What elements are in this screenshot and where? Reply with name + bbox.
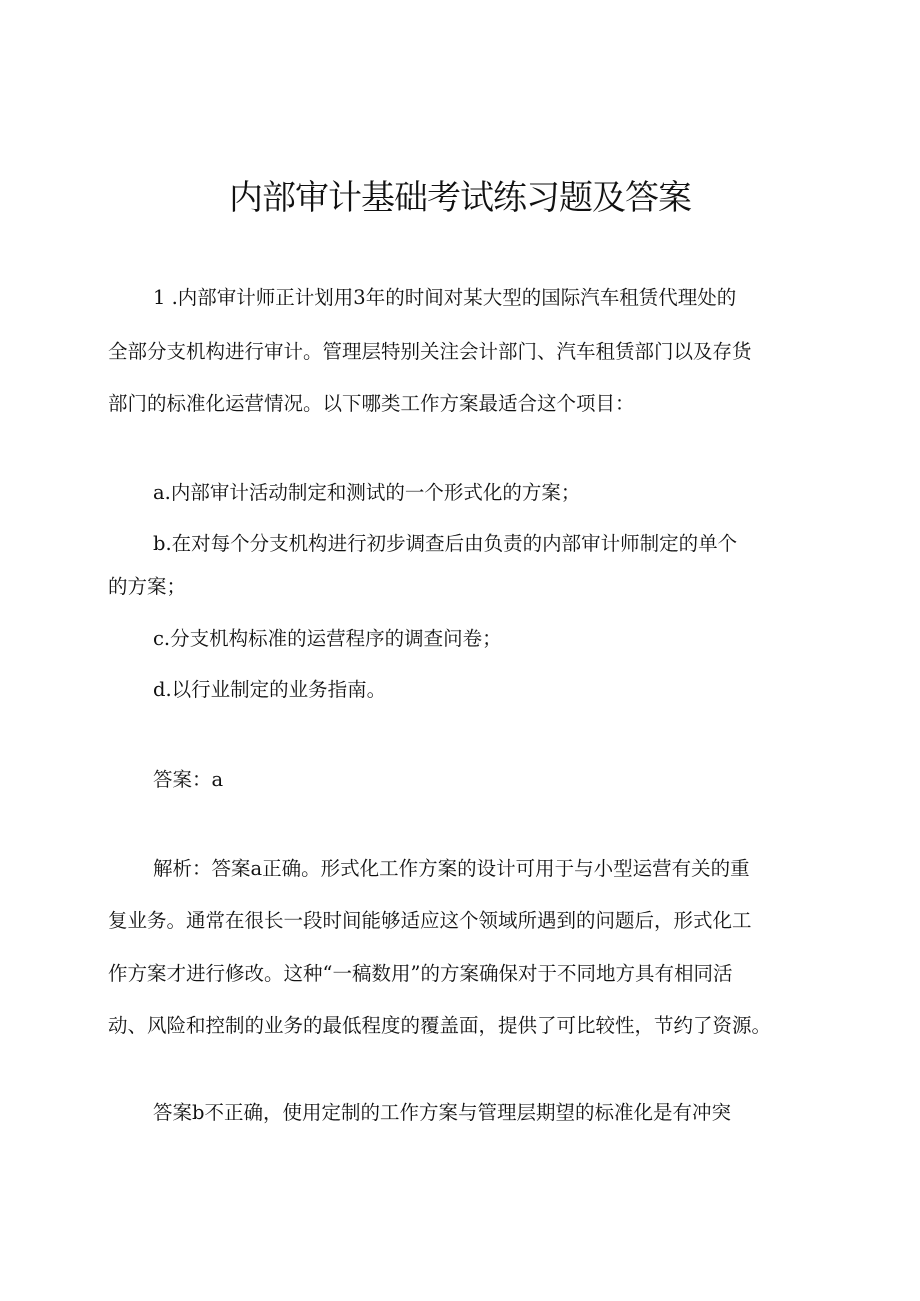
- option-c: c.分支机构标准的运营程序的调查问卷；: [153, 627, 502, 650]
- option-b-line-2: 的方案；: [108, 575, 187, 598]
- option-a: a.内部审计活动制定和测试的一个形式化的方案；: [153, 481, 581, 504]
- option-d: d.以行业制定的业务指南。: [153, 678, 387, 701]
- question-line-1: 1 .内部审计师正计划用3年的时间对某大型的国际汽车租赁代理处的: [153, 286, 737, 309]
- option-b-line-1: b.在对每个分支机构进行初步调查后由负责的内部审计师制定的单个: [153, 532, 738, 555]
- analysis-line-4: 动、风险和控制的业务的最低程度的覆盖面，提供了可比较性，节约了资源。: [108, 1014, 772, 1037]
- analysis-line-2: 复业务。通常在很长一段时间能够适应这个领域所遇到的问题后，形式化工: [108, 909, 752, 932]
- answer-line: 答案：a: [153, 768, 224, 791]
- analysis-line-1: 解析：答案a正确。形式化工作方案的设计可用于与小型运营有关的重: [153, 857, 750, 880]
- document-title: 内部审计基础考试练习题及答案: [229, 178, 691, 218]
- analysis-line-3: 作方案才进行修改。这种“一稿数用”的方案确保对于不同地方具有相同活: [108, 962, 733, 985]
- answer-b-note: 答案b不正确，使用定制的工作方案与管理层期望的标准化是有冲突: [153, 1101, 731, 1124]
- question-line-3: 部门的标准化运营情况。以下哪类工作方案最适合这个项目：: [108, 392, 635, 415]
- question-line-2: 全部分支机构进行审计。管理层特别关注会计部门、汽车租赁部门以及存货: [108, 340, 752, 363]
